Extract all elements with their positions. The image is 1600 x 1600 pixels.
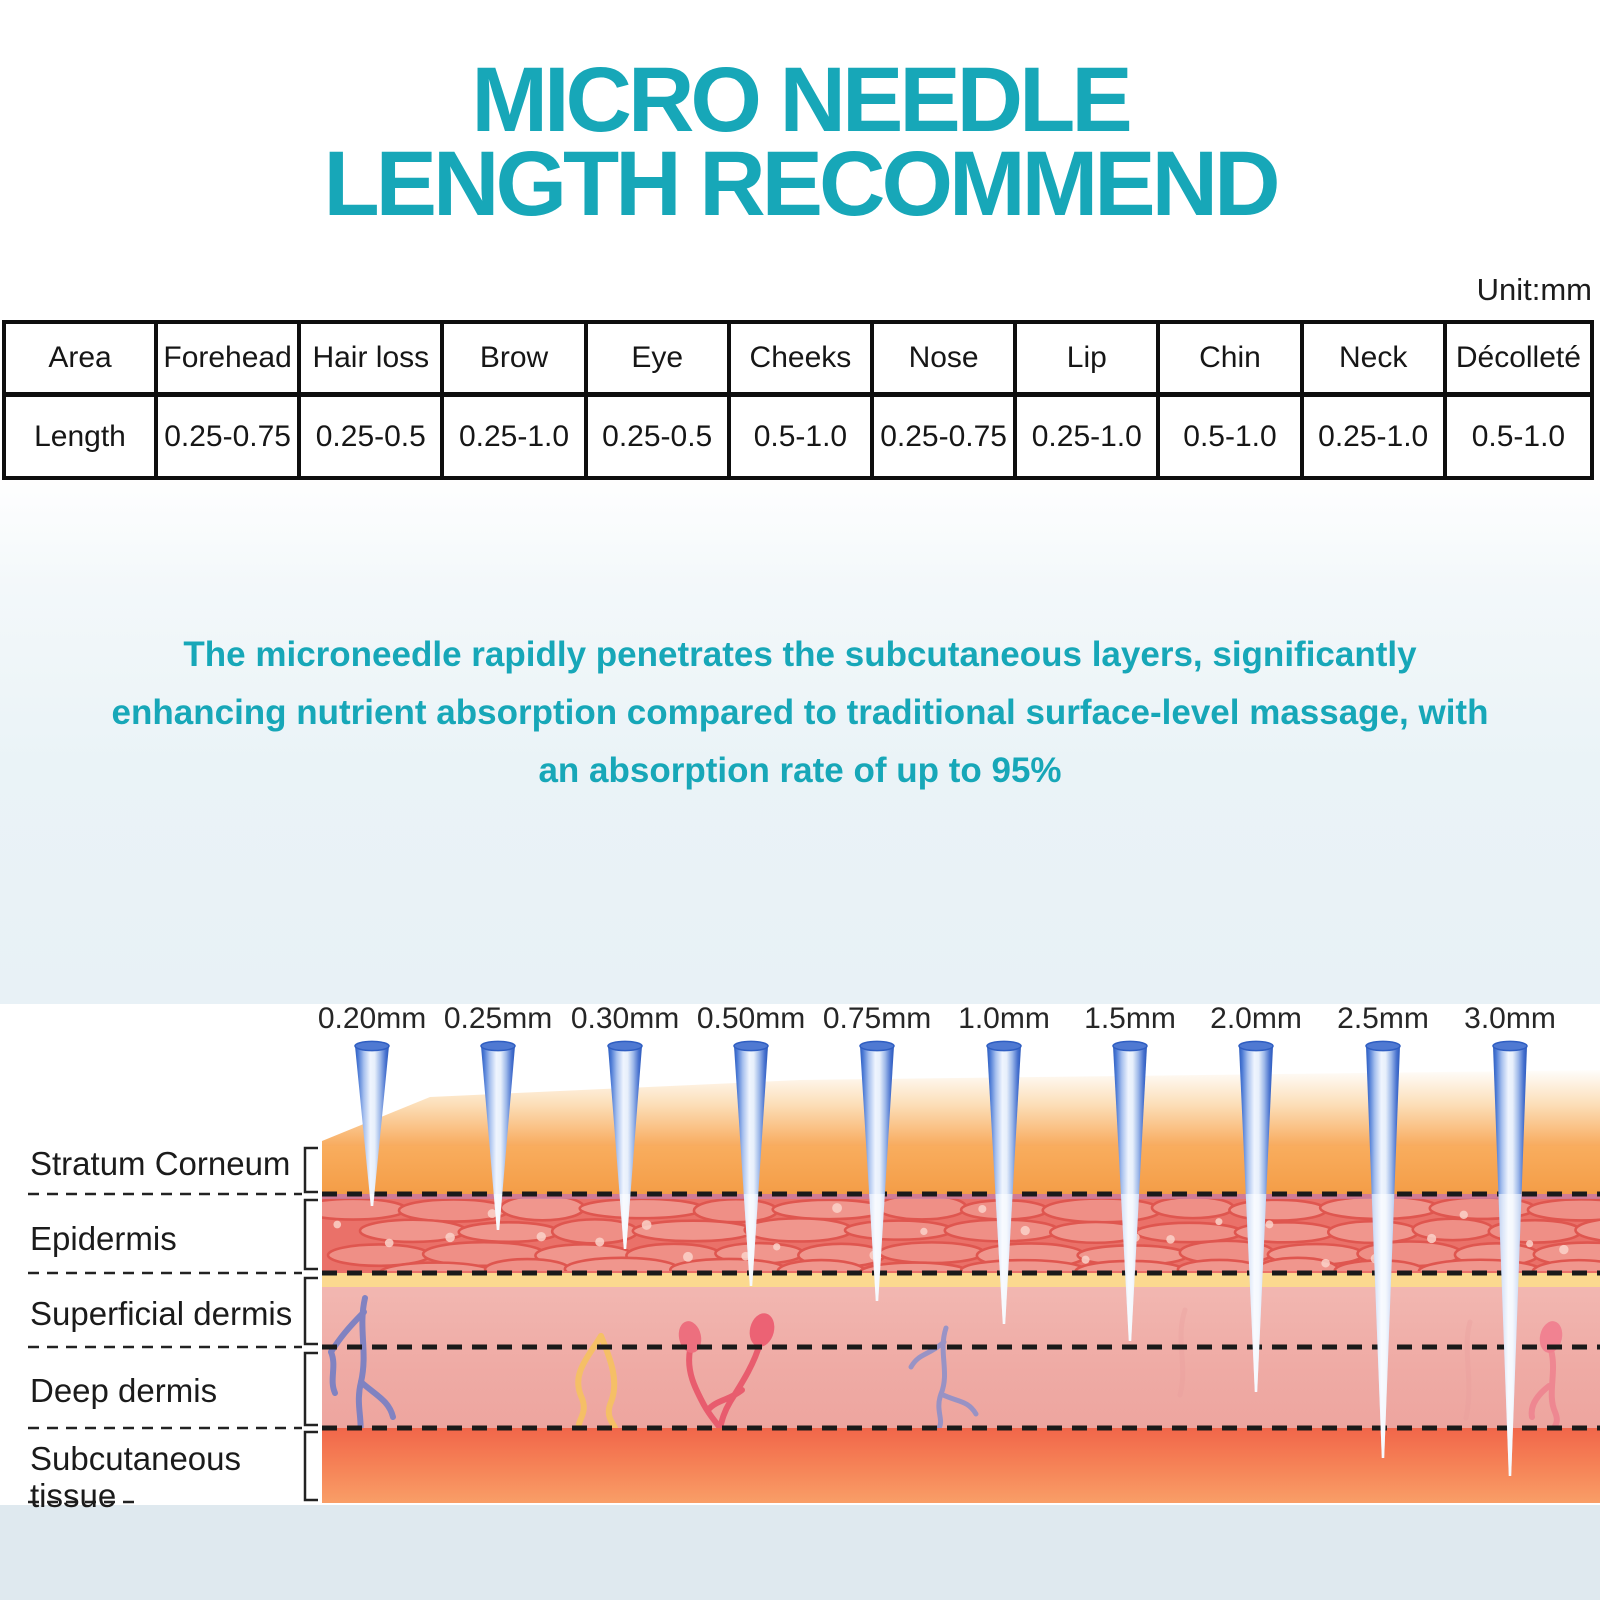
- skin-layer-label: Superficial dermis: [30, 1295, 293, 1332]
- epidermis-cell-dot: [1082, 1256, 1090, 1264]
- table-value-cell: 0.25-1.0: [1017, 397, 1160, 476]
- table-header-cell: Décolleté: [1447, 324, 1590, 397]
- table-value-cell: 0.25-1.0: [444, 397, 587, 476]
- needle-length-label: 1.0mm: [958, 1002, 1050, 1035]
- needle-cap: [1113, 1041, 1147, 1050]
- epidermis-cell-dot: [773, 1243, 780, 1250]
- epidermis-cell: [694, 1199, 777, 1222]
- epidermis-cell-dot: [832, 1203, 842, 1213]
- subcutaneous-layer: [322, 1428, 1600, 1503]
- table-header-cell: Cheeks: [731, 324, 874, 397]
- table-header-cell: Area: [6, 324, 158, 397]
- dermis-layer: [322, 1287, 1600, 1428]
- skin-layer-label: Stratum Corneum: [30, 1145, 291, 1182]
- epidermis-cell-dot: [1215, 1218, 1222, 1225]
- table-header-cell: Hair loss: [301, 324, 444, 397]
- needle-cap: [860, 1041, 894, 1050]
- page-title-line1: MICRO NEEDLE: [471, 49, 1129, 151]
- epidermis-cell-dot: [1166, 1235, 1175, 1244]
- epidermis-cell: [1413, 1219, 1493, 1241]
- epidermis-cell: [773, 1200, 886, 1219]
- description-paragraph: [0, 626, 1600, 800]
- table-value-cell: Length: [6, 397, 158, 476]
- needle-length-label: 0.75mm: [822, 1002, 932, 1035]
- epidermis-cell: [1229, 1200, 1326, 1221]
- table-value-cell: 0.5-1.0: [1471, 419, 1566, 453]
- epidermis-cell-dot: [537, 1232, 546, 1241]
- epidermis-cell-dot: [1526, 1240, 1533, 1247]
- layer-bracket: [305, 1200, 318, 1269]
- needle-cap: [1239, 1041, 1273, 1050]
- epidermis-cell: [501, 1195, 584, 1220]
- needle-cap: [1493, 1041, 1527, 1050]
- epidermis-cell-dot: [1460, 1211, 1468, 1219]
- epidermis-cell-dot: [978, 1205, 986, 1213]
- layer-bracket: [305, 1278, 318, 1344]
- needle-cap: [987, 1041, 1021, 1050]
- epidermis-cell: [1528, 1199, 1600, 1220]
- epidermis-cell: [1136, 1223, 1242, 1242]
- description-line: enhancing nutrient absorption compared to traditional surface-level massage, with: [111, 693, 1489, 732]
- skin-layer-label: Epidermis: [30, 1220, 177, 1257]
- epidermis-cell-dot: [333, 1221, 341, 1229]
- unit-label: Unit:mm: [1476, 272, 1592, 307]
- epidermis-cell-dot: [595, 1237, 604, 1246]
- table-value-cell: 0.25-1.0: [1304, 397, 1447, 476]
- needle-cap: [355, 1041, 389, 1050]
- needle-cap: [734, 1041, 768, 1050]
- epidermis-cell-dot: [1427, 1234, 1436, 1243]
- stratum-corneum-layer: [322, 1146, 1600, 1194]
- table-value-cell: 0.25-0.5: [588, 397, 731, 476]
- needle-length-label: 2.5mm: [1337, 1002, 1429, 1035]
- skin-top-face: [322, 1070, 1600, 1146]
- layer-brackets: [305, 1148, 318, 1500]
- needle-length-label: 0.25mm: [443, 1002, 553, 1035]
- skin-layer-label: Subcutaneous tissue: [30, 1440, 242, 1514]
- layer-bracket: [305, 1148, 318, 1192]
- needle-length-label: 0.30mm: [570, 1002, 680, 1035]
- epidermis-cell-dot: [683, 1252, 693, 1262]
- needle-length-label: 3.0mm: [1464, 1002, 1556, 1035]
- page-title: [0, 49, 1600, 235]
- epidermis-cell-dot: [385, 1239, 394, 1248]
- needle-cap: [608, 1041, 642, 1050]
- description-line: The microneedle rapidly penetrates the subcutaneous layers, significantly: [183, 635, 1417, 674]
- table-value-cell: 0.5-1.0: [731, 397, 874, 476]
- needle-length-label: 1.5mm: [1084, 1002, 1176, 1035]
- table-header-cell: Nose: [874, 324, 1017, 397]
- epidermis-cell-dot: [445, 1233, 455, 1243]
- epidermis-cell: [580, 1199, 704, 1218]
- epidermis-cell: [1043, 1198, 1161, 1222]
- skin-layer-label: Deep dermis: [30, 1372, 218, 1409]
- table-header-cell: Brow: [444, 324, 587, 397]
- table-value-cell: 0.25-0.5: [301, 397, 444, 476]
- needle-length-label: 2.0mm: [1210, 1002, 1302, 1035]
- table-header-cell: Chin: [1160, 324, 1303, 397]
- needle-length-label: 0.20mm: [317, 1002, 427, 1035]
- table-value-cell: 0.5-1.0: [1160, 397, 1303, 476]
- epidermis-cell-dot: [642, 1220, 652, 1230]
- table-value-cell: 0.25-0.75: [874, 397, 1017, 476]
- needle-cap: [1366, 1041, 1400, 1050]
- table-header-cell: Eye: [588, 324, 731, 397]
- table-value-cell: 0.25-0.75: [158, 397, 301, 476]
- epidermis-cell: [845, 1221, 952, 1240]
- description-line: an absorption rate of up to 95%: [538, 751, 1062, 790]
- needle-cap: [481, 1041, 515, 1050]
- epidermis-cell-dot: [920, 1228, 927, 1235]
- layer-bracket: [305, 1432, 318, 1500]
- needle-length-label: 0.50mm: [696, 1002, 806, 1035]
- epidermis-cell-dot: [1265, 1220, 1273, 1228]
- table-header-cell: Forehead: [158, 324, 301, 397]
- epidermis-cell: [1152, 1197, 1234, 1218]
- table-header-cell: Neck: [1304, 324, 1447, 397]
- epidermis-cell: [880, 1242, 984, 1263]
- epidermis-cell-dot: [1559, 1245, 1568, 1254]
- length-table: [2, 320, 1594, 480]
- page-title-line2: LENGTH RECOMMEND: [323, 133, 1277, 235]
- epidermis-cell: [745, 1218, 853, 1241]
- epidermis-cell: [300, 1199, 406, 1220]
- epidermis-cell-dot: [1021, 1226, 1030, 1235]
- table-header-cell: Lip: [1017, 324, 1160, 397]
- layer-bracket: [305, 1353, 318, 1425]
- epidermis-cell-dot: [1321, 1259, 1330, 1268]
